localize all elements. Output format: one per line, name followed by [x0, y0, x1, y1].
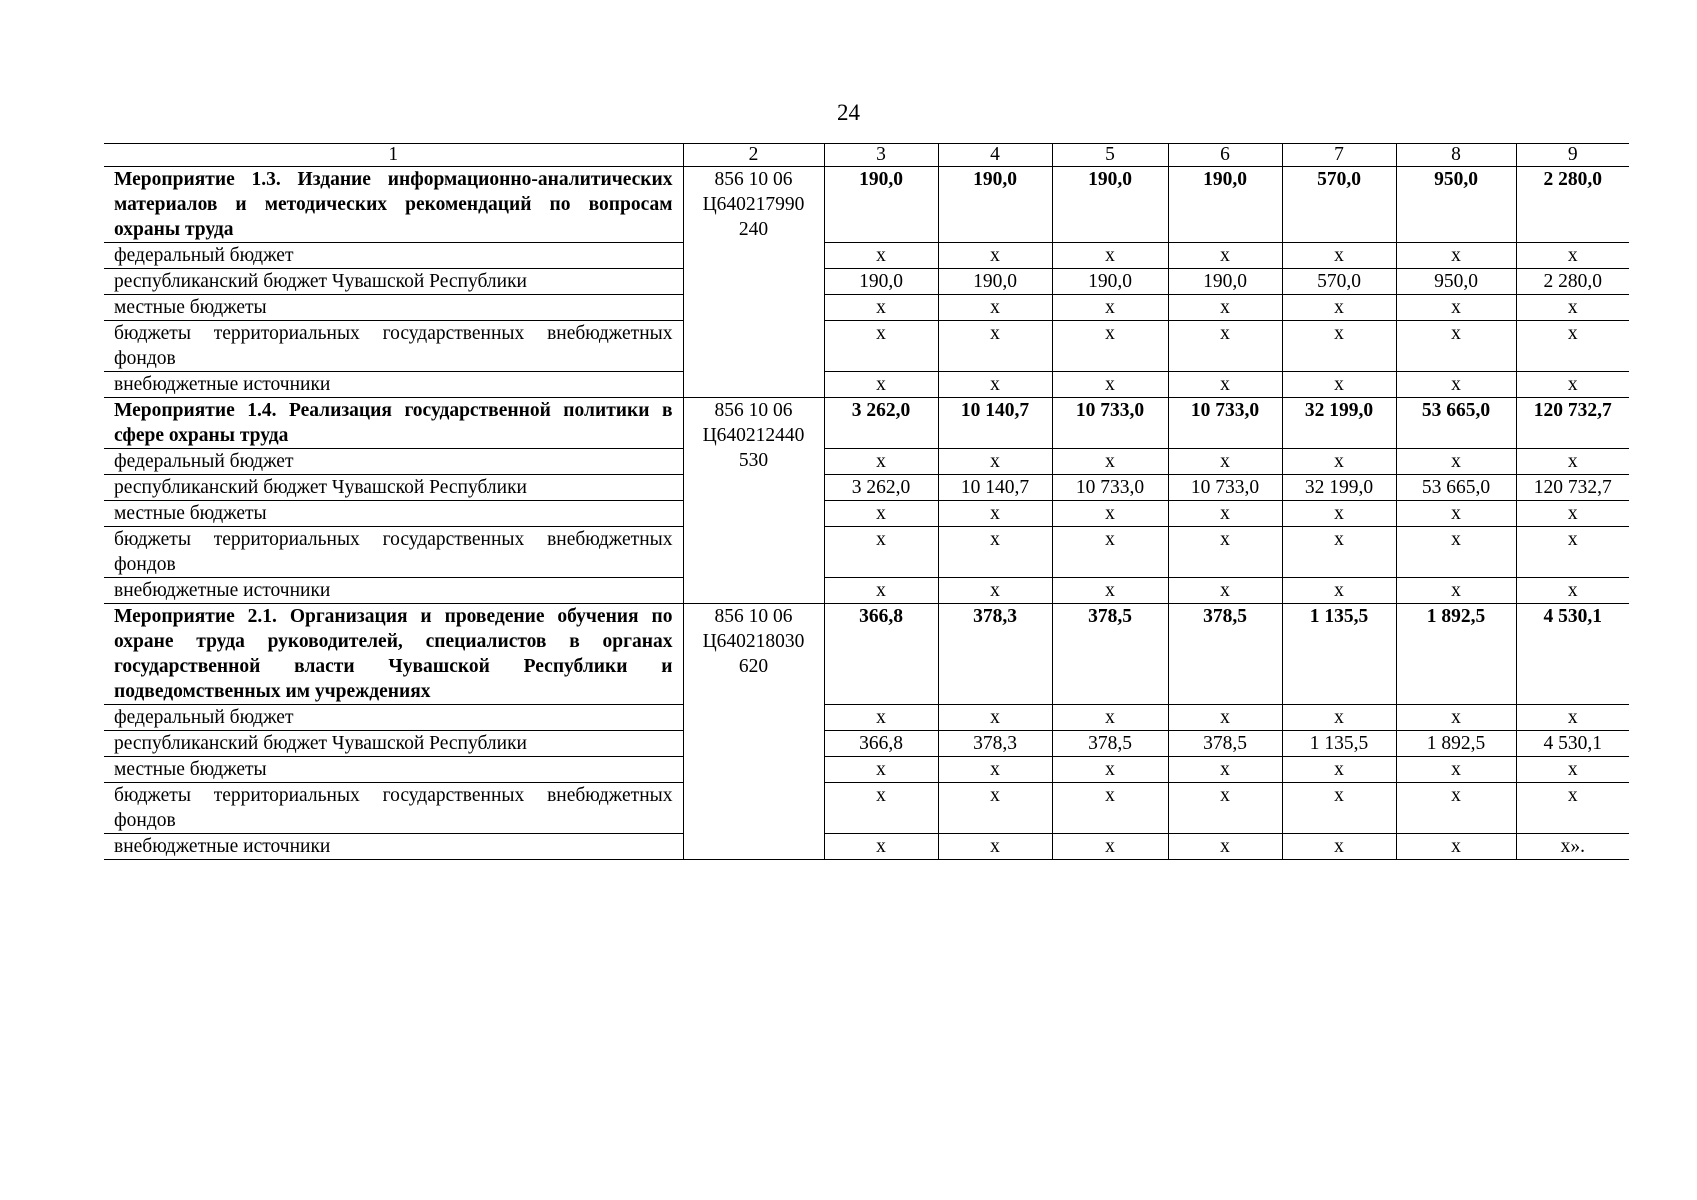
- funding-source-row: [104, 527, 1629, 578]
- funding-source-label: бюджеты территориальных государственных внебюджетных фондов: [104, 527, 683, 578]
- budget-code: [683, 398, 824, 604]
- column-header: 1: [104, 144, 683, 167]
- funding-value: 190,0: [1168, 269, 1282, 295]
- measure-total-value: 53 665,0: [1396, 398, 1516, 449]
- funding-value: x: [1516, 243, 1629, 269]
- funding-value: x: [1282, 527, 1396, 578]
- funding-source-label: бюджеты территориальных государственных внебюджетных фондов: [104, 321, 683, 372]
- funding-value: x: [1396, 527, 1516, 578]
- funding-value: x: [1396, 449, 1516, 475]
- funding-value: x: [1168, 295, 1282, 321]
- measure-total-value: 1 892,5: [1396, 604, 1516, 705]
- funding-value: x: [1168, 527, 1282, 578]
- measure-title: Мероприятие 1.3. Издание информационно-аналитических материалов и методических рекомендаций по вопросам охраны труда: [104, 167, 683, 243]
- funding-source-label: местные бюджеты: [104, 295, 683, 321]
- funding-value: x: [1168, 757, 1282, 783]
- funding-value: x: [938, 757, 1052, 783]
- funding-value: x: [1396, 578, 1516, 604]
- measure-total-value: 120 732,7: [1516, 398, 1629, 449]
- funding-value: x: [1516, 527, 1629, 578]
- funding-value: x: [1516, 783, 1629, 834]
- funding-value: x: [1282, 501, 1396, 527]
- funding-value: x: [1282, 449, 1396, 475]
- budget-code-line: Ц640212440: [702, 425, 805, 446]
- funding-value: x: [938, 372, 1052, 398]
- column-header-row: [104, 144, 1629, 167]
- funding-value: 10 733,0: [1052, 475, 1168, 501]
- funding-value: x: [824, 295, 938, 321]
- budget-code-line: 240: [738, 219, 769, 240]
- funding-value: x: [1396, 372, 1516, 398]
- measure-total-value: 378,3: [938, 604, 1052, 705]
- funding-source-row: [104, 578, 1629, 604]
- funding-value: x: [1516, 321, 1629, 372]
- funding-value: 190,0: [824, 269, 938, 295]
- measure-total-value: 378,5: [1168, 604, 1282, 705]
- funding-value: 378,5: [1168, 731, 1282, 757]
- funding-value: x: [938, 501, 1052, 527]
- funding-value: x: [1168, 501, 1282, 527]
- funding-value: 2 280,0: [1516, 269, 1629, 295]
- funding-value: x: [1052, 757, 1168, 783]
- funding-source-row: [104, 243, 1629, 269]
- funding-source-label: внебюджетные источники: [104, 578, 683, 604]
- funding-value: x: [1516, 757, 1629, 783]
- funding-value: 10 140,7: [938, 475, 1052, 501]
- funding-source-row: [104, 757, 1629, 783]
- measure-total-value: 190,0: [938, 167, 1052, 243]
- funding-source-label: федеральный бюджет: [104, 243, 683, 269]
- column-header: 7: [1282, 144, 1396, 167]
- measure-total-value: 190,0: [1052, 167, 1168, 243]
- funding-source-row: [104, 475, 1629, 501]
- funding-value: x: [1052, 834, 1168, 860]
- measure-row: [104, 167, 1629, 243]
- funding-source-label: внебюджетные источники: [104, 372, 683, 398]
- funding-value: 950,0: [1396, 269, 1516, 295]
- funding-value: x: [938, 578, 1052, 604]
- funding-value: x: [1168, 783, 1282, 834]
- funding-source-label: федеральный бюджет: [104, 705, 683, 731]
- funding-value: x: [1052, 783, 1168, 834]
- funding-value: x: [938, 321, 1052, 372]
- funding-value: 366,8: [824, 731, 938, 757]
- funding-value: x: [1516, 449, 1629, 475]
- funding-source-row: [104, 501, 1629, 527]
- measure-total-value: 378,5: [1052, 604, 1168, 705]
- funding-value: x: [1282, 757, 1396, 783]
- funding-value: x: [1516, 501, 1629, 527]
- measure-total-value: 10 140,7: [938, 398, 1052, 449]
- funding-value: x: [1168, 449, 1282, 475]
- funding-source-label: федеральный бюджет: [104, 449, 683, 475]
- funding-value: x: [938, 295, 1052, 321]
- funding-source-row: [104, 372, 1629, 398]
- funding-value: x: [1396, 757, 1516, 783]
- funding-value: x: [1052, 705, 1168, 731]
- measure-total-value: 950,0: [1396, 167, 1516, 243]
- funding-value: x: [824, 243, 938, 269]
- measure-total-value: 1 135,5: [1282, 604, 1396, 705]
- funding-value: x: [938, 783, 1052, 834]
- funding-source-label: бюджеты территориальных государственных внебюджетных фондов: [104, 783, 683, 834]
- column-header: 8: [1396, 144, 1516, 167]
- budget-code-line: 620: [738, 656, 769, 677]
- measure-title: Мероприятие 2.1. Организация и проведение обучения по охране труда руководителей, специалистов в органах государственной власти Чувашской Республики и подведомственных им учреждениях: [104, 604, 683, 705]
- funding-value: x: [1052, 527, 1168, 578]
- column-header: 3: [824, 144, 938, 167]
- funding-value: x: [1168, 578, 1282, 604]
- budget-code: [683, 604, 824, 860]
- budget-code-line: 856 10 06: [714, 169, 793, 190]
- funding-value: 190,0: [938, 269, 1052, 295]
- funding-source-label: местные бюджеты: [104, 501, 683, 527]
- measure-total-value: 2 280,0: [1516, 167, 1629, 243]
- funding-value: x: [1052, 321, 1168, 372]
- measure-total-value: 190,0: [824, 167, 938, 243]
- funding-value: 1 892,5: [1396, 731, 1516, 757]
- measure-total-value: 570,0: [1282, 167, 1396, 243]
- budget-code-line: 856 10 06: [714, 400, 793, 421]
- measure-row: [104, 398, 1629, 449]
- funding-value: 32 199,0: [1282, 475, 1396, 501]
- column-header: 9: [1516, 144, 1629, 167]
- funding-value: x: [1052, 578, 1168, 604]
- funding-value: x: [1052, 501, 1168, 527]
- funding-value: x: [938, 705, 1052, 731]
- column-header: 5: [1052, 144, 1168, 167]
- funding-source-row: [104, 783, 1629, 834]
- budget-code-line: Ц640217990: [702, 194, 805, 215]
- funding-value: x: [824, 527, 938, 578]
- funding-value: x: [1516, 578, 1629, 604]
- funding-value: x: [1516, 372, 1629, 398]
- measure-total-value: 366,8: [824, 604, 938, 705]
- measure-row: [104, 604, 1629, 705]
- measure-total-value: 10 733,0: [1052, 398, 1168, 449]
- budget-code-line: 856 10 06: [714, 606, 793, 627]
- funding-value: x: [1282, 834, 1396, 860]
- funding-value: x: [938, 527, 1052, 578]
- funding-value: x: [1052, 449, 1168, 475]
- funding-value: x: [1396, 295, 1516, 321]
- funding-value: x: [1396, 243, 1516, 269]
- funding-value: 190,0: [1052, 269, 1168, 295]
- funding-value: x: [824, 321, 938, 372]
- budget-code-line: 530: [738, 450, 769, 471]
- funding-source-row: [104, 269, 1629, 295]
- measure-total-value: 3 262,0: [824, 398, 938, 449]
- funding-value: 1 135,5: [1282, 731, 1396, 757]
- funding-value: x: [1396, 501, 1516, 527]
- funding-value: x: [1516, 705, 1629, 731]
- column-header: 6: [1168, 144, 1282, 167]
- funding-source-row: [104, 834, 1629, 860]
- funding-value: 10 733,0: [1168, 475, 1282, 501]
- funding-source-row: [104, 705, 1629, 731]
- funding-value: x: [1282, 295, 1396, 321]
- funding-value: x: [1282, 705, 1396, 731]
- funding-source-label: внебюджетные источники: [104, 834, 683, 860]
- funding-source-row: [104, 449, 1629, 475]
- funding-value: 120 732,7: [1516, 475, 1629, 501]
- funding-value: x: [824, 705, 938, 731]
- funding-value: x: [1282, 372, 1396, 398]
- funding-value: x: [1052, 295, 1168, 321]
- funding-value: 570,0: [1282, 269, 1396, 295]
- funding-value: x: [824, 578, 938, 604]
- funding-value: x: [1282, 321, 1396, 372]
- page-number: 24: [837, 100, 860, 125]
- funding-source-row: [104, 731, 1629, 757]
- funding-value: x: [1282, 243, 1396, 269]
- funding-value: x: [1168, 705, 1282, 731]
- funding-value: x: [824, 449, 938, 475]
- column-header: 4: [938, 144, 1052, 167]
- funding-source-row: [104, 295, 1629, 321]
- funding-value: x».: [1516, 834, 1629, 860]
- funding-value: x: [1052, 243, 1168, 269]
- funding-value: x: [1168, 834, 1282, 860]
- funding-source-label: республиканский бюджет Чувашской Республики: [104, 269, 683, 295]
- funding-value: x: [938, 449, 1052, 475]
- funding-source-label: республиканский бюджет Чувашской Республики: [104, 731, 683, 757]
- funding-value: x: [1396, 834, 1516, 860]
- funding-value: 53 665,0: [1396, 475, 1516, 501]
- funding-source-label: местные бюджеты: [104, 757, 683, 783]
- funding-value: 378,5: [1052, 731, 1168, 757]
- funding-value: x: [1396, 783, 1516, 834]
- funding-value: x: [824, 501, 938, 527]
- funding-source-row: [104, 321, 1629, 372]
- funding-value: x: [1052, 372, 1168, 398]
- funding-value: x: [1282, 578, 1396, 604]
- budget-code: [683, 167, 824, 398]
- funding-value: x: [1396, 321, 1516, 372]
- measure-total-value: 190,0: [1168, 167, 1282, 243]
- budget-table: [104, 143, 1629, 860]
- measure-title: Мероприятие 1.4. Реализация государственной политики в сфере охраны труда: [104, 398, 683, 449]
- funding-value: x: [938, 243, 1052, 269]
- measure-total-value: 4 530,1: [1516, 604, 1629, 705]
- funding-value: x: [1168, 321, 1282, 372]
- funding-value: x: [1516, 295, 1629, 321]
- funding-value: x: [1168, 372, 1282, 398]
- measure-total-value: 32 199,0: [1282, 398, 1396, 449]
- funding-value: 4 530,1: [1516, 731, 1629, 757]
- funding-value: x: [824, 372, 938, 398]
- budget-code-line: Ц640218030: [702, 631, 805, 652]
- funding-value: 378,3: [938, 731, 1052, 757]
- funding-value: x: [1396, 705, 1516, 731]
- funding-source-label: республиканский бюджет Чувашской Республики: [104, 475, 683, 501]
- funding-value: x: [938, 834, 1052, 860]
- funding-value: x: [824, 757, 938, 783]
- measure-total-value: 10 733,0: [1168, 398, 1282, 449]
- funding-value: x: [824, 834, 938, 860]
- funding-value: x: [1282, 783, 1396, 834]
- funding-value: x: [1168, 243, 1282, 269]
- column-header: 2: [683, 144, 824, 167]
- funding-value: 3 262,0: [824, 475, 938, 501]
- funding-value: x: [824, 783, 938, 834]
